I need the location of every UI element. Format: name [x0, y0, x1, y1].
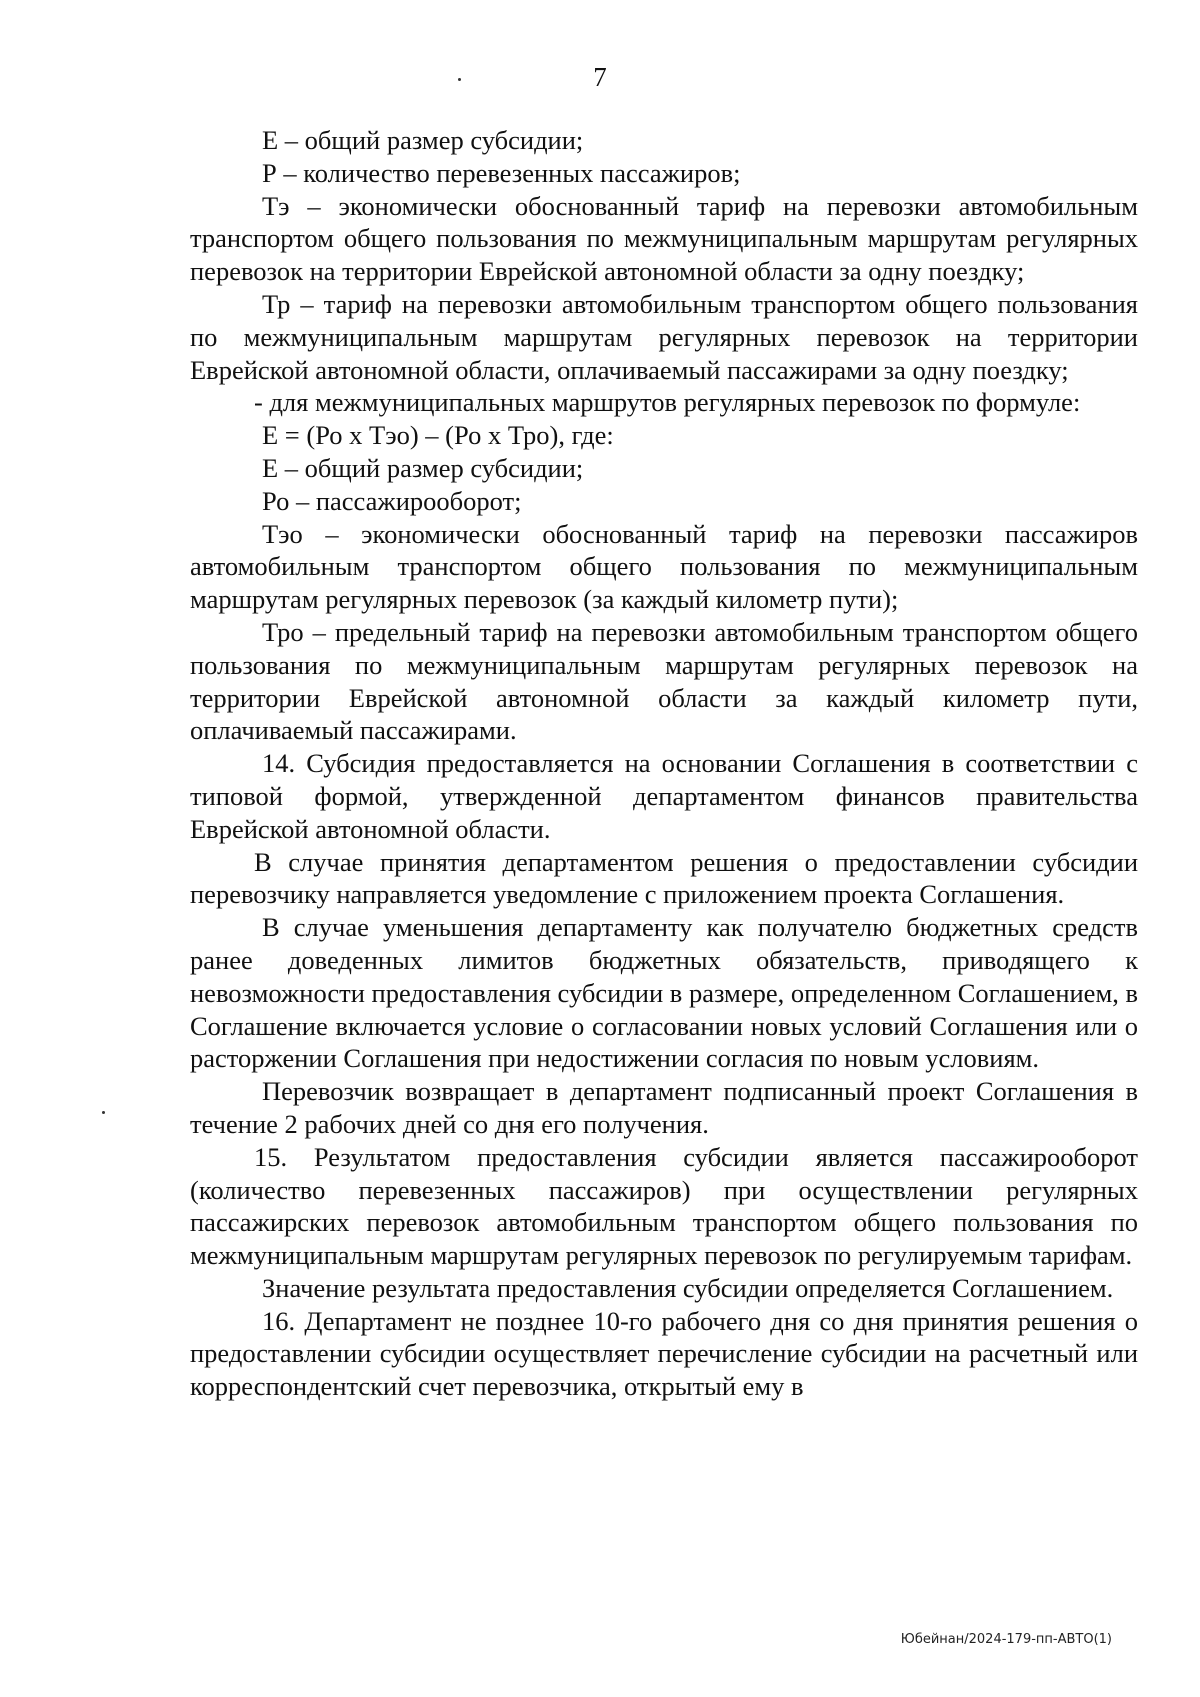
paragraph: Ро – пассажирооборот;	[262, 485, 522, 516]
paragraph: Тро – предельный тариф на перевозки автомобильным транспортом общего пользования по межмуниципальным маршрутам регулярных перевозок на территории Еврейской автономной области за каждый километр пути, оплачиваемый пассажирами.	[190, 616, 1138, 746]
paragraph: Тэ – экономически обоснованный тариф на перевозки автомобильным транспортом общего пользования по межмуниципальным маршрутам регулярных перевозок на территории Еврейской автономной области за одну поездку;	[190, 190, 1138, 287]
paragraph: Тэо – экономически обоснованный тариф на перевозки пассажиров автомобильным транспортом общего пользования по межмуниципальным маршрутам регулярных перевозок (за каждый километр пути);	[190, 518, 1138, 615]
paragraph: В случае принятия департаментом решения о предоставлении субсидии перевозчику направляется уведомление с приложением проекта Соглашения.	[190, 846, 1138, 910]
paragraph: Е – общий размер субсидии;	[262, 452, 584, 483]
paragraph-16: 16. Департамент не позднее 10-го рабочего дня со дня принятия решения о предоставлении субсидии осуществляет перечисление субсидии на расчетный или корреспондентский счет перевозчика, открытый ему в	[190, 1305, 1138, 1402]
document-body	[190, 124, 1138, 1403]
formula: Е = (Ро х Тэо) – (Ро х Тро), где:	[262, 420, 614, 451]
page-number: 7	[593, 62, 607, 92]
scan-speck	[458, 78, 461, 81]
paragraph: Тр – тариф на перевозки автомобильным транспортом общего пользования по межмуниципальным маршрутам регулярных перевозок на территории Еврейской автономной области, оплачиваемый пассажирами за одну поездку;	[190, 288, 1138, 385]
document-code: Юбейнан/2024-179-пп-АВТО(1)	[900, 1632, 1112, 1647]
paragraph: В случае уменьшения департаменту как получателю бюджетных средств ранее доведенных лимитов бюджетных обязательств, приводящего к невозможности предоставления субсидии в размере, определенном Соглашением, в Соглашение включается условие о согласовании новых условий Соглашения или о расторжении Соглашения при недостижении согласия по новым условиям.	[190, 912, 1138, 1074]
scan-speck	[102, 1111, 105, 1114]
paragraph-15: 15. Результатом предоставления субсидии является пассажирооборот (количество перевезенных пассажиров) при осуществлении регулярных пассажирских перевозок автомобильным транспортом общего пользования по межмуниципальным маршрутам регулярных перевозок по регулируемым тарифам.	[190, 1141, 1138, 1271]
paragraph: Р – количество перевезенных пассажиров;	[262, 157, 741, 188]
paragraph: Значение результата предоставления субсидии определяется Соглашением.	[262, 1272, 1114, 1303]
paragraph-14: 14. Субсидия предоставляется на основании Соглашения в соответствии с типовой формой, утвержденной департаментом финансов правительства Еврейской автономной области.	[190, 748, 1138, 844]
paragraph: - для межмуниципальных маршрутов регулярных перевозок по формуле:	[254, 387, 1081, 418]
paragraph: Е – общий размер субсидии;	[262, 125, 584, 155]
paragraph: Перевозчик возвращает в департамент подписанный проект Соглашения в течение 2 рабочих дней со дня его получения.	[190, 1076, 1138, 1139]
